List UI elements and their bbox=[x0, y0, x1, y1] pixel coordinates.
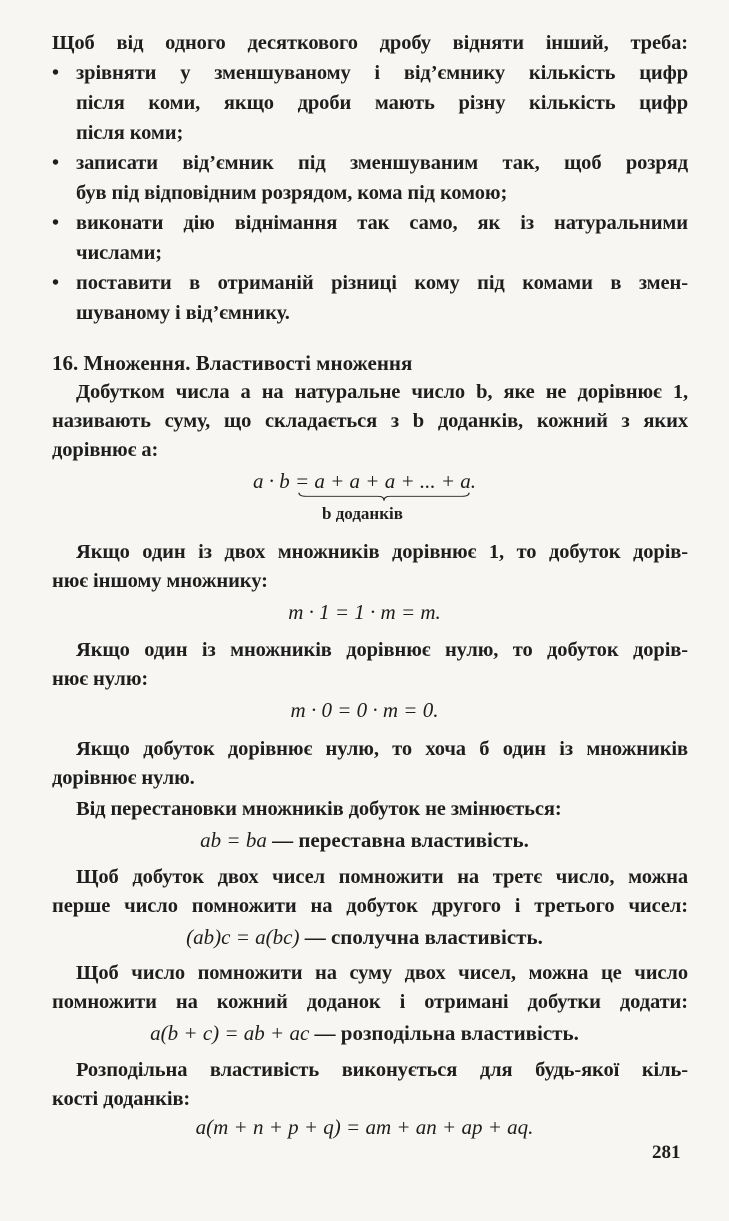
formula-math: a(b + c) = ab + ac bbox=[150, 1021, 310, 1045]
p6-line-2: помножити на кожний доданок і отримані добутки додати: bbox=[52, 991, 688, 1013]
p3-line-1: Якщо добуток дорівнює нулю, то хоча б один із множників bbox=[76, 738, 688, 760]
page-number: 281 bbox=[652, 1142, 681, 1163]
bullet-3-line-2: числами; bbox=[76, 242, 163, 264]
formula-associative bbox=[186, 924, 543, 950]
bullet-1-line-3: після коми; bbox=[76, 122, 184, 144]
p2-line-2: нює нулю: bbox=[52, 668, 149, 690]
underbrace-icon bbox=[298, 492, 470, 502]
formula-product-definition bbox=[253, 468, 476, 494]
formula-end: . bbox=[470, 469, 477, 493]
formula-caption: — переставна властивість. bbox=[266, 828, 529, 852]
bullet-icon: • bbox=[52, 62, 60, 84]
p5-line-2: перше число помножити на добуток другого і третього чисел: bbox=[52, 895, 688, 917]
bullet-4-line-2: шуваному і від’ємнику. bbox=[76, 302, 290, 324]
p1-line-1: Якщо один із двох множників дорівнює 1, то добуток дорів- bbox=[76, 541, 688, 563]
formula-multiply-one: m · 1 = 1 · m = m. bbox=[288, 600, 441, 624]
intro-text: Щоб від одного десяткового дробу відняти інший, треба: bbox=[52, 32, 688, 54]
p3-line-2: дорівнює нулю. bbox=[52, 767, 195, 789]
formula-caption: — розподільна властивість. bbox=[309, 1021, 579, 1045]
formula-commutative bbox=[200, 827, 529, 853]
underbrace-label: b доданків bbox=[322, 504, 403, 523]
p5-line-1: Щоб добуток двох чисел помножити на третє число, можна bbox=[76, 866, 688, 888]
formula-math: ab = ba bbox=[200, 828, 267, 852]
p4-line-1: Від перестановки множників добуток не змінюється: bbox=[76, 798, 562, 820]
p6-line-1: Щоб число помножити на суму двох чисел, можна це число bbox=[76, 962, 688, 984]
section-title: 16. Множення. Властивості множення bbox=[52, 351, 413, 375]
definition-line-1: Добутком числа a на натуральне число b, яке не дорівнює 1, bbox=[76, 381, 688, 403]
p2-line-1: Якщо один із множників дорівнює нулю, то добуток дорів- bbox=[76, 639, 688, 661]
formula-distributive bbox=[150, 1020, 579, 1046]
formula-math: (ab)c = a(bc) bbox=[186, 925, 300, 949]
bullet-2-line-2: був під відповідним розрядом, кома під комою; bbox=[76, 182, 508, 204]
p1-line-2: нює іншому множнику: bbox=[52, 570, 268, 592]
bullet-1-line-1: зрівняти у зменшуваному і від’ємнику кількість цифр bbox=[76, 62, 688, 84]
bullet-icon: • bbox=[52, 212, 60, 234]
bullet-4-line-1: поставити в отриманій різниці кому під комами в змен- bbox=[76, 272, 688, 294]
bullet-2-line-1: записати від’ємник під зменшуваним так, щоб розряд bbox=[76, 152, 688, 174]
formula-multiply-zero: m · 0 = 0 · m = 0. bbox=[290, 698, 439, 722]
formula-left: a · b = bbox=[252, 469, 315, 493]
bullet-icon: • bbox=[52, 152, 60, 174]
formula-sum: a + a + a + ... + a bbox=[314, 469, 471, 493]
p7-line-1: Розподільна властивість виконується для будь-якої кіль- bbox=[76, 1059, 688, 1081]
bullet-icon: • bbox=[52, 272, 60, 294]
formula-distributive-general: a(m + n + p + q) = am + an + ap + aq. bbox=[195, 1115, 534, 1139]
definition-line-3: дорівнює a: bbox=[52, 439, 159, 461]
p7-line-2: кості доданків: bbox=[52, 1088, 191, 1110]
definition-line-2: називають суму, що складається з b доданків, кожний з яких bbox=[52, 410, 688, 432]
formula-caption: — сполучна властивість. bbox=[299, 925, 543, 949]
bullet-3-line-1: виконати дію віднімання так само, як із натуральними bbox=[76, 212, 688, 234]
bullet-1-line-2: після коми, якщо дроби мають різну кількість цифр bbox=[76, 92, 688, 114]
